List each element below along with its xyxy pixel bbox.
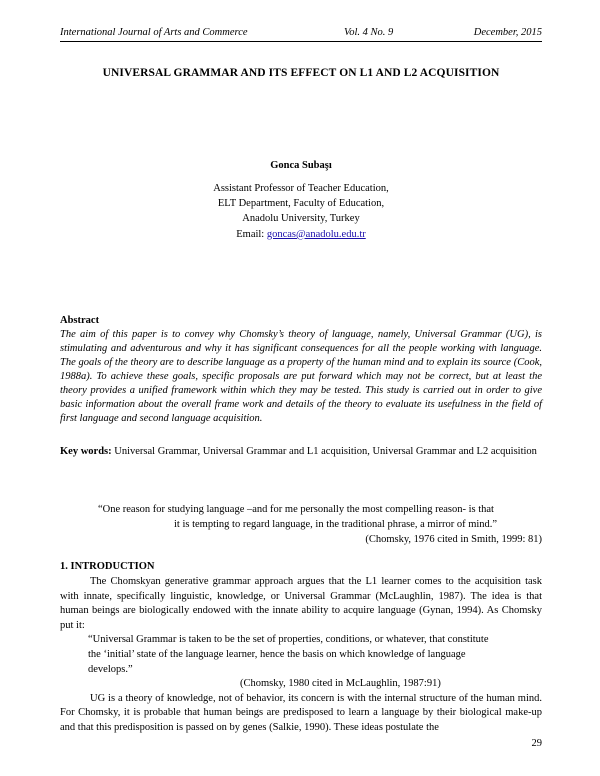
author-email-line	[60, 227, 542, 242]
section-heading: 1. INTRODUCTION	[60, 561, 155, 572]
introduction-body	[60, 575, 542, 736]
epigraph-line-1: “One reason for studying language –and for me personally the most compelling reason- is that	[98, 504, 494, 515]
header-rule	[60, 41, 542, 42]
abstract-heading: Abstract	[60, 315, 100, 326]
epigraph-citation: (Chomsky, 1976 cited in Smith, 1999: 81)	[365, 534, 542, 545]
author-department: ELT Department, Faculty of Education,	[217, 198, 385, 210]
author-position: Assistant Professor of Teacher Education,	[213, 183, 389, 194]
email-label: Email:	[236, 228, 267, 240]
email-link[interactable]: goncas@anadolu.edu.tr	[266, 228, 366, 240]
author-name: Gonca Subaşı	[270, 160, 332, 171]
block-quote: “Universal Grammar is taken to be the set of properties, conditions, or whatever, that constitute the ‘initial’ state of the language learner, hence the basis on which knowledge of language develops.”	[88, 634, 489, 675]
journal-name: International Journal of Arts and Commerce	[60, 27, 248, 38]
author-university: Anadolu University, Turkey	[242, 213, 360, 225]
intro-paragraph-1: The Chomskyan generative grammar approach argues that the L1 learner comes to the acquisition task with innate, specifically linguistic, knowledge, or Universal Grammar (McLaughlin, 1987). The idea is that human beings are biologically endowed with the innate ability to acquire language (Gynan, 1994). As Chomsky put it:	[60, 576, 542, 631]
keywords-text: Universal Grammar, Universal Grammar and L1 acquisition, Universal Grammar and L2 acquisition	[111, 446, 537, 457]
abstract-text: The aim of this paper is to convey why Chomsky’s theory of language, namely, Universal Grammar (UG), is stimulating and adventurous and why it has significant consequences for all the people working with language. The goals of the theory are to describe language as a property of the human mind and to explain its source (Cook, 1988a). To achieve these goals, specific proposals are put forward which may not be correct, but at least the theory provides a unified framework within which they may be tested. This study is carried out in order to give basic information about the overall frame work and details of the theory to evaluate its usefulness in the field of first language and second language acquisition.	[60, 329, 542, 424]
paper-title: UNIVERSAL GRAMMAR AND ITS EFFECT ON L1 AND L2 ACQUISITION	[102, 67, 500, 79]
epigraph-line-2: it is tempting to regard language, in the traditional phrase, a mirror of mind.”	[174, 519, 498, 530]
issue-date: December, 2015	[473, 27, 542, 38]
keywords-label: Key words:	[60, 446, 112, 457]
author-affiliation	[60, 181, 542, 242]
intro-paragraph-2: UG is a theory of knowledge, not of behavior, its concern is with the internal structure of the human mind. For Chomsky, it is probable that human beings are predisposed to learn a language by their biological make-up and that this predisposition is passed on by genes (Salkie, 1990). These ideas postulate the	[60, 692, 542, 733]
volume-number: Vol. 4 No. 9	[344, 27, 394, 38]
block-quote-citation: (Chomsky, 1980 cited in McLaughlin, 1987:91)	[240, 678, 441, 690]
epigraph	[60, 502, 542, 547]
running-header	[60, 26, 542, 40]
page-number: 29	[531, 738, 542, 749]
keywords	[60, 445, 542, 460]
